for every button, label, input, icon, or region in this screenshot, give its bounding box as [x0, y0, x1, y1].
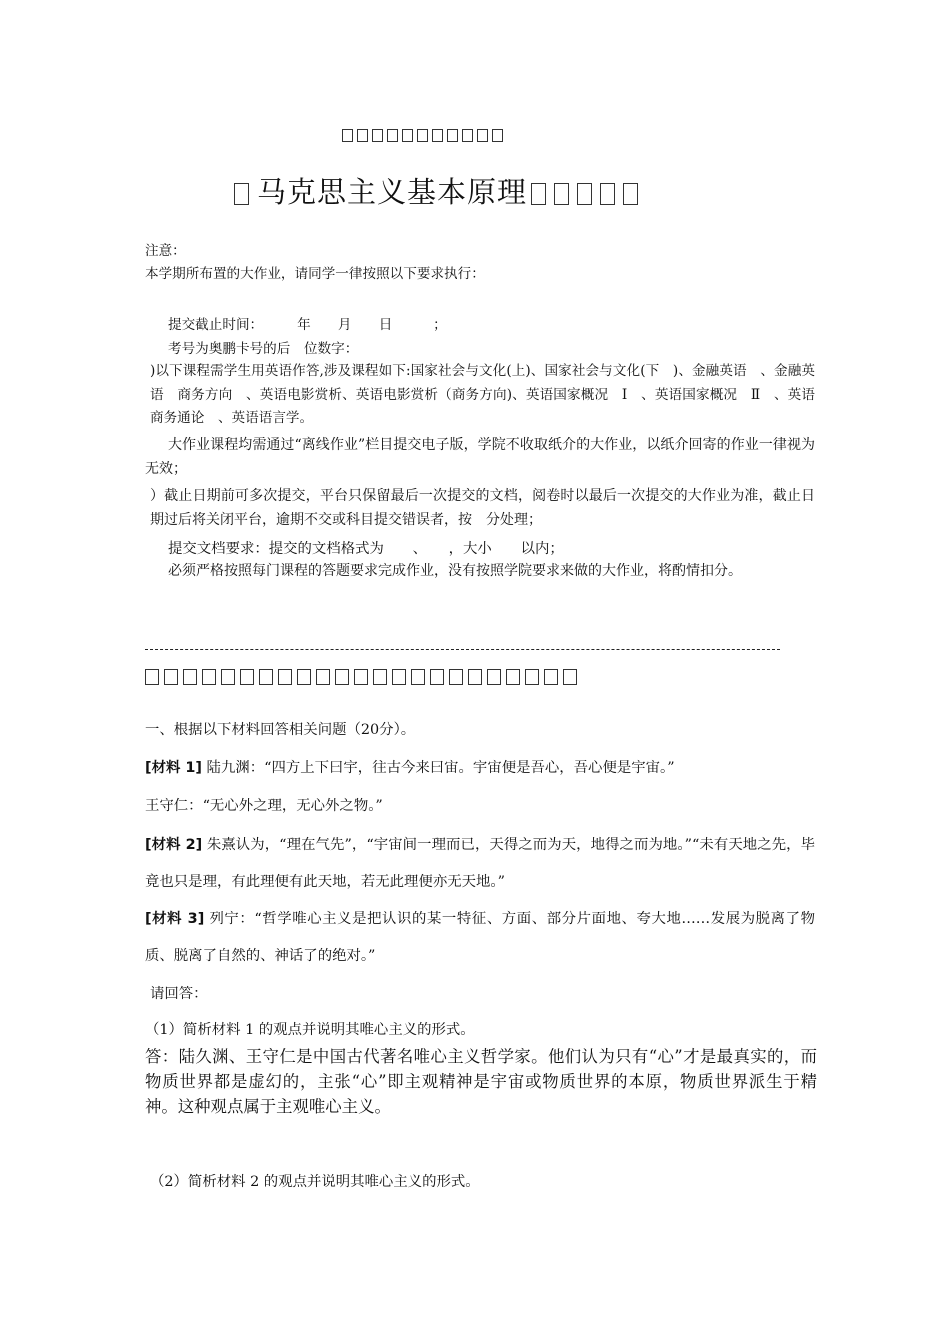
missing-glyph-icon	[492, 129, 503, 142]
notice-intro: 本学期所布置的大作业，请同学一律按照以下要求执行：	[145, 266, 485, 282]
dashed-separator	[145, 649, 780, 650]
missing-glyph-icon	[234, 183, 249, 205]
missing-glyph-icon	[506, 669, 520, 685]
missing-glyph-icon	[563, 669, 577, 685]
missing-glyph-icon	[183, 669, 197, 685]
notice-heading: 注意：	[145, 243, 186, 259]
garbled-section-line	[145, 668, 582, 687]
missing-glyph-icon	[342, 129, 353, 142]
notice-item-multiple-submit: ）截止日期前可多次提交，平台只保留最后一次提交的文档，阅卷时以最后一次提交的大作业为准，截止日期过后将关闭平台，逾期不交或科目提交错误者，按 分处理；	[150, 488, 815, 528]
notice-item-deadline: 提交截止时间： 年 月 日 ；	[168, 317, 447, 333]
material-label: [材料 2]	[145, 837, 203, 853]
missing-glyph-icon	[387, 129, 398, 142]
missing-glyph-icon	[392, 669, 406, 685]
missing-glyph-icon	[259, 669, 273, 685]
missing-glyph-icon	[297, 669, 311, 685]
material-label: [材料 3]	[145, 911, 205, 927]
missing-glyph-icon	[623, 183, 638, 205]
notice-item-offline-submit: 大作业课程均需通过“离线作业”栏目提交电子版，学院不收取纸介的大作业，以纸介回寄的作业一律视为无效；	[145, 437, 815, 477]
question-prompt: 请回答：	[150, 986, 208, 1002]
missing-glyph-icon	[531, 183, 546, 205]
notice-item-requirements: 必须严格按照每门课程的答题要求完成作业，没有按照学院要求来做的大作业，将酌情扣分。	[168, 563, 742, 579]
missing-glyph-icon	[278, 669, 292, 685]
missing-glyph-icon	[240, 669, 254, 685]
missing-glyph-icon	[164, 669, 178, 685]
missing-glyph-icon	[432, 129, 443, 142]
page-title-text: 马克思主义基本原理	[257, 175, 528, 209]
missing-glyph-icon	[487, 669, 501, 685]
missing-glyph-icon	[145, 669, 159, 685]
sub-question-1: （1）简析材料 1 的观点并说明其唯心主义的形式。	[145, 1022, 475, 1038]
garbled-header-line	[342, 126, 507, 145]
material-3	[145, 901, 815, 975]
material-text: 列宁：“哲学唯心主义是把认识的某一特征、方面、部分片面地、夸大地……发展为脱离了物质、脱离了自然的、神话了的绝对。”	[145, 911, 815, 964]
missing-glyph-icon	[316, 669, 330, 685]
sub-question-2: （2）简析材料 2 的观点并说明其唯心主义的形式。	[150, 1174, 480, 1190]
missing-glyph-icon	[462, 129, 473, 142]
question-title: 一、根据以下材料回答相关问题（20分）。	[145, 722, 416, 738]
missing-glyph-icon	[600, 183, 615, 205]
missing-glyph-icon	[447, 129, 458, 142]
material-1	[145, 756, 675, 777]
missing-glyph-icon	[577, 183, 592, 205]
missing-glyph-icon	[477, 129, 488, 142]
missing-glyph-icon	[335, 669, 349, 685]
missing-glyph-icon	[402, 129, 413, 142]
missing-glyph-icon	[202, 669, 216, 685]
missing-glyph-icon	[468, 669, 482, 685]
notice-item-exam-id: 考号为奥鹏卡号的后 位数字：	[168, 341, 359, 357]
missing-glyph-icon	[525, 669, 539, 685]
material-text: 朱熹认为，“理在气先”，“宇宙间一理而已，天得之而为天，地得之而为地。”“未有天地之先，毕竟也只是理，有此理便有此天地，若无此理便亦无天地。”	[145, 837, 816, 890]
material-label: [材料 1]	[145, 760, 202, 776]
missing-glyph-icon	[430, 669, 444, 685]
missing-glyph-icon	[449, 669, 463, 685]
answer-1: 答：陆久渊、王守仁是中国古代著名唯心主义哲学家。他们认为只有“心”才是最真实的，而物质世界都是虚幻的，主张“心”即主观精神是宇宙或物质世界的本原，物质世界派生于精神。这种观点属于主观唯心主义。	[145, 1047, 817, 1116]
missing-glyph-icon	[554, 183, 569, 205]
missing-glyph-icon	[221, 669, 235, 685]
notice-item-english-courses: )以下课程需学生用英语作答,涉及课程如下:国家社会与文化(上)、国家社会与文化(下 )、金融英语 、金融英语 商务方向 、英语电影赏析、英语电影赏析（商务方向)、英语国家概况 Ⅰ 、英语国家概况 Ⅱ 、英语商务通论 、英语语言学。	[150, 363, 815, 426]
missing-glyph-icon	[372, 129, 383, 142]
material-text: 陆九渊：“四方上下曰宇，往古今来曰宙。宇宙便是吾心，吾心便是宇宙。”	[206, 760, 675, 776]
missing-glyph-icon	[417, 129, 428, 142]
material-1b: 王守仁：“无心外之理，无心外之物。”	[145, 798, 383, 814]
missing-glyph-icon	[354, 669, 368, 685]
page-title	[234, 170, 646, 211]
notice-item-format: 提交文档要求：提交的文档格式为 、 ，大小 以内；	[168, 541, 564, 557]
material-2	[145, 827, 815, 901]
missing-glyph-icon	[373, 669, 387, 685]
missing-glyph-icon	[411, 669, 425, 685]
missing-glyph-icon	[357, 129, 368, 142]
missing-glyph-icon	[544, 669, 558, 685]
